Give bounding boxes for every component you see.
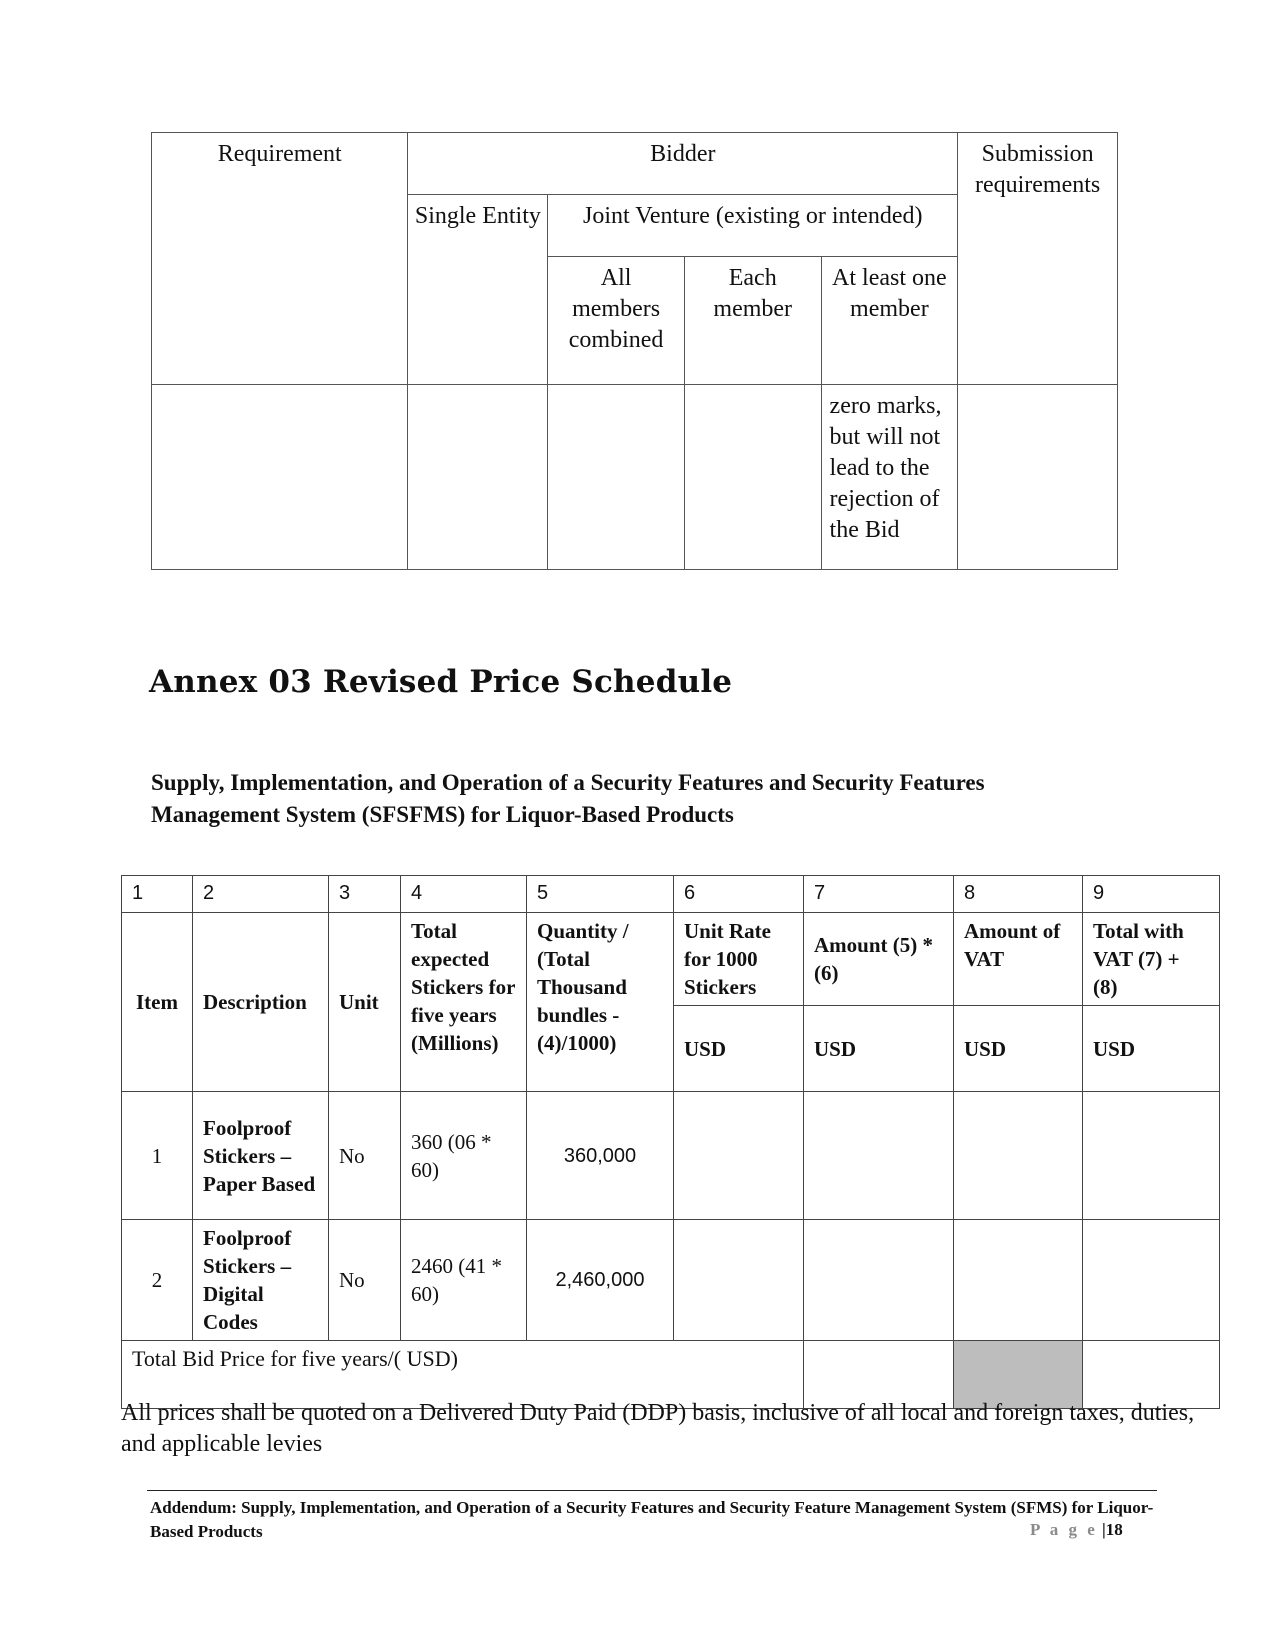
header-description: Description bbox=[193, 913, 329, 1092]
row-vat bbox=[954, 1220, 1083, 1341]
column-number-row bbox=[122, 876, 1220, 913]
annex-heading: Annex 03 Revised Price Schedule bbox=[149, 664, 733, 700]
row-amount bbox=[804, 1092, 954, 1220]
header-total-with-vat: Total with VAT (7) + (8) bbox=[1083, 913, 1220, 1006]
page-word: P a g e bbox=[1030, 1520, 1098, 1539]
requirements-table bbox=[151, 132, 1118, 570]
header-unit: Unit bbox=[329, 913, 401, 1092]
row-unit-rate bbox=[674, 1220, 804, 1341]
row-quantity: 360,000 bbox=[527, 1092, 674, 1220]
column-number: 2 bbox=[193, 876, 329, 913]
column-number: 7 bbox=[804, 876, 954, 913]
price-schedule-table bbox=[121, 875, 1220, 1409]
row-item: 1 bbox=[122, 1092, 193, 1220]
row-unit: No bbox=[329, 1220, 401, 1341]
row-vat bbox=[954, 1092, 1083, 1220]
cell-submission bbox=[958, 385, 1118, 570]
page-number bbox=[1030, 1520, 1123, 1540]
row-unit-rate bbox=[674, 1092, 804, 1220]
header-amount: Amount (5) *(6) bbox=[804, 913, 954, 1006]
header-quantity: Quantity / (Total Thousand bundles - (4)/1000) bbox=[527, 913, 674, 1092]
column-number: 1 bbox=[122, 876, 193, 913]
table-row bbox=[122, 1092, 1220, 1220]
column-number: 3 bbox=[329, 876, 401, 913]
cell-each-member bbox=[684, 385, 821, 570]
footer-text: Addendum: Supply, Implementation, and Operation of a Security Features and Security Feature Management System (SFMS) for Liquor-Based Products bbox=[150, 1498, 1154, 1541]
column-number: 4 bbox=[401, 876, 527, 913]
row-total-with-vat bbox=[1083, 1092, 1220, 1220]
currency-amount: USD bbox=[804, 1006, 954, 1092]
cell-at-least-one-member: zero marks, but will not lead to the rejection of the Bid bbox=[821, 385, 958, 570]
header-each-member: Each member bbox=[684, 257, 821, 385]
row-total-expected: 2460 (41 * 60) bbox=[401, 1220, 527, 1341]
header-vat: Amount of VAT bbox=[954, 913, 1083, 1006]
header-row bbox=[122, 913, 1220, 1006]
total-bid-price-label: Total Bid Price for five years/( USD) bbox=[122, 1341, 804, 1409]
header-requirement: Requirement bbox=[152, 133, 408, 385]
row-item: 2 bbox=[122, 1220, 193, 1341]
row-total-with-vat bbox=[1083, 1220, 1220, 1341]
row-amount bbox=[804, 1220, 954, 1341]
column-number: 5 bbox=[527, 876, 674, 913]
header-single-entity: Single Entity bbox=[408, 195, 548, 385]
column-number: 9 bbox=[1083, 876, 1220, 913]
cell-all-members bbox=[548, 385, 685, 570]
column-number: 6 bbox=[674, 876, 804, 913]
header-joint-venture: Joint Venture (existing or intended) bbox=[548, 195, 958, 257]
row-description: Foolproof Stickers – Digital Codes bbox=[193, 1220, 329, 1341]
cell-single-entity bbox=[408, 385, 548, 570]
row-quantity: 2,460,000 bbox=[527, 1220, 674, 1341]
header-bidder: Bidder bbox=[408, 133, 958, 195]
header-item: Item bbox=[122, 913, 193, 1092]
row-total-expected: 360 (06 * 60) bbox=[401, 1092, 527, 1220]
header-all-members-combined: All members combined bbox=[548, 257, 685, 385]
row-unit: No bbox=[329, 1092, 401, 1220]
header-unit-rate: Unit Rate for 1000 Stickers bbox=[674, 913, 804, 1006]
currency-unit-rate: USD bbox=[674, 1006, 804, 1092]
page-separator: | bbox=[1102, 1520, 1106, 1539]
table-row bbox=[122, 1220, 1220, 1341]
currency-vat: USD bbox=[954, 1006, 1083, 1092]
header-at-least-one-member: At least one member bbox=[821, 257, 958, 385]
header-total-expected: Total expected Stickers for five years (Millions) bbox=[401, 913, 527, 1092]
currency-total-with-vat: USD bbox=[1083, 1006, 1220, 1092]
pricing-note: All prices shall be quoted on a Delivered Duty Paid (DDP) basis, inclusive of all local and foreign taxes, duties, and applicable levies bbox=[121, 1400, 1195, 1457]
column-number: 8 bbox=[954, 876, 1083, 913]
schedule-subheading: Supply, Implementation, and Operation of a Security Features and Security Features Management System (SFSFMS) for Liquor-Based Products bbox=[151, 770, 985, 827]
cell-requirement bbox=[152, 385, 408, 570]
header-submission-requirements: Submission requirements bbox=[958, 133, 1118, 385]
footer-divider bbox=[147, 1490, 1157, 1491]
row-description: Foolproof Stickers – Paper Based bbox=[193, 1092, 329, 1220]
page-number-value: 18 bbox=[1105, 1520, 1123, 1539]
